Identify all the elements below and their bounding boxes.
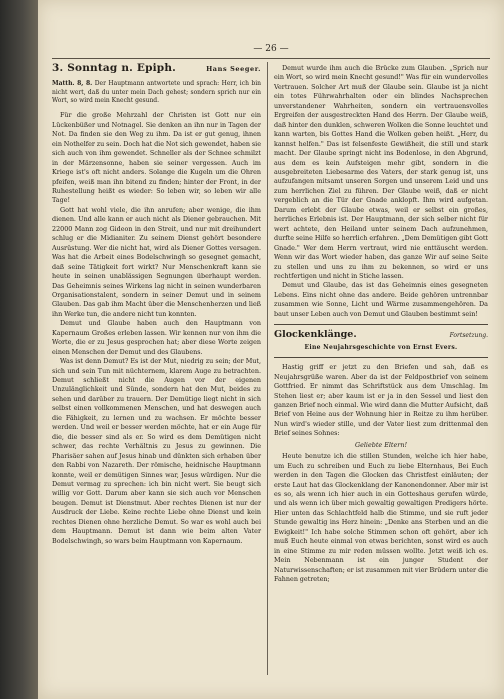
sermon-author: Hans Seeger. bbox=[206, 65, 261, 73]
section-divider-top bbox=[274, 324, 488, 325]
bible-reference: Matth. 8, 8. bbox=[52, 80, 93, 88]
continuation-note: Fortsetzung. bbox=[449, 332, 488, 340]
page-number: — 26 — bbox=[253, 44, 289, 54]
top-rule bbox=[52, 58, 490, 59]
story-title: Glockenklänge. bbox=[274, 329, 357, 341]
left-paragraph-3: Demut und Glaube haben auch den Hauptmann von Kapernaum Großes erleben lassen. Wir kennen nur von ihm die Worte, die er zu Jesus gesprochen hat; aber diese Worte zeigen einen Menschen der Demut und des Glaubens. bbox=[52, 319, 261, 356]
column-divider bbox=[267, 62, 268, 675]
left-column bbox=[52, 64, 261, 546]
page bbox=[38, 0, 504, 699]
right-paragraph-1: Demut wurde ihm auch die Brücke zum Glauben. „Sprich nur ein Wort, so wird mein Knecht gesund!" Was für ein wundervolles Vertrauen. Solcher Art muß der Glaube sein. Glaube ist ja nicht ein totes Führwahrhalten oder ein blindes Nachsprechen unverstandener Wahrheiten, sondern ein vertrauensvolles Ergreifen der ausgestreckten Hand des Herrn. Der Glaube weiß, daß hinter den dunklen, schweren Wolken die Sonne leuchtet und kann warten, bis Gottes Hand die Wolken geben heißt. „Herr, du kannst helfen." Das ist felsenfeste Gewißheit, die still und stark macht. Der Glaube springt nicht ins Bodenlose, in den Abgrund, aus dem es kein Aufsteigen mehr gibt, sondern in die ausgebreiteten Liebesarme des Vaters, der stark genug ist, uns aufzufangen mitsamt unseren Sorgen und unserem Leid und uns zum herrlichen Ziel zu führen. Der Glaube weiß, daß er nicht vergeblich an die Tür der Gnade anklopft. Ihm wird aufgetan. Darum erlebt der Glaube etwas, weil er selbst ein großes, herrliches Erlebnis ist. Der Hauptmann, der sich selber nicht für wert achtete, den Heiland unter seinem Dach aufzunehmen, durfte seine Hilfe so herrlich erfahren. „Dem Demütigen gibt Gott Gnade." Wer dem Herrn vertraut, wird nie enttäuscht werden. Wenn wir das Wort wieder haben, das ganze Wir auf seine Seite zu stellen und uns zu ihm zu bekennen, so wird er uns rechtfertigen und nicht in Stiche lassen. bbox=[274, 64, 488, 280]
bible-text: Der Hauptmann antwortete und sprach: Herr, ich bin nicht wert, daß du unter mein Dach gehest; sondern sprich nur ein Wort, so wird mein Knecht gesund. bbox=[52, 80, 261, 105]
story-subtitle: Eine Neujahrsgeschichte von Ernst Evers. bbox=[304, 343, 458, 351]
right-paragraph-2: Demut und Glaube, das ist das Geheimnis eines gesegneten Lebens. Eins nicht ohne das andere. Beide gehören untrennbar zusammen wie Sonne, Licht und Wärme zusammengehören. Da baut unser Leben auch von Demut und Glauben bestimmt sein! bbox=[274, 281, 488, 318]
scan-edge bbox=[0, 0, 38, 699]
letter-salutation: Geliebte Eltern! bbox=[354, 440, 408, 449]
section-divider-bottom bbox=[274, 357, 488, 358]
story-heading-row bbox=[274, 330, 488, 340]
story-paragraph-1: Hastig griff er jetzt zu den Briefen und sah, daß es Neujahrsgrüße waren. Aber da ist der Feldpostbrief von seinem Gottfried. Er nimmt das Schriftstück aus dem Umschlag. Im Stehen liest er; aber kaum ist er ja in den Sessel und liest den ganzen Brief noch einmal. Wie wird dann die Mutter Aufsicht, daß Brief von Heine aus der Wohnung hier in Reitze zu ihm herüber. Nun wird's wieder stille, und der Vater liest zum drittenmal den Brief seines Sohnes: bbox=[274, 363, 488, 438]
left-paragraph-4: Was ist denn Demut? Es ist der Mut, niedrig zu sein; der Mut, sich und sein Tun mit nüchternem, klarem Auge zu betrachten. Demut schließt nicht die Augen vor der eigenen Unzulänglichkeit und Sünde, sondern hat den Mut, beides zu sehen und darüber zu trauern. Der Demütige liegt nicht in sich selbst einen vollkommenen Menschen, und hat deswegen auch die Fähigkeit, zu lernen und zu wachsen. Er möchte besser werden. Und weil er besser werden möchte, hat er ein Auge für die, die besser sind als er. So wird es dem Demütigen nicht schwer, das rechte Verhältnis zu Jesus zu gewinnen. Die Pharisäer sahen auf Jesus hinab und dünkten sich erhaben über den Rabbi von Nazareth. Der römische, heidnische Hauptmann konnte, weil er demütigen Sinnes war, Jesus würdigen. Nur die Demut vermag zu sprechen: ich bin nicht wert. Sie beugt sich willig vor Gott. Darum aber kann sie sich auch vor Menschen beugen. Demut ist Dienstmut. Aber rechtes Dienen ist nur der Ausdruck der Liebe. Keine rechte Liebe ohne Dienst und kein rechtes Dienen ohne herzliche Demut. So war es wohl auch bei dem Hauptmann. Demut ist dann wie beim alten Vater Bodelschwingh, so wars beim Hauptmann von Kapernaum. bbox=[52, 357, 261, 545]
letter-paragraph-1: Heute benutze ich die stillen Stunden, welche ich hier habe, um Euch zu schreiben und Euch zu liebe Elternhaus, Bei Euch werden in den Tagen die Glocken das Christfest einläuten; der erste Laut hat das Glockenklang der Kanonendonner. Aber mir ist es so, als wenn ich hier auch in ein Gotteshaus gerufen würde, und als wenn ich über mich gewaltig gewaltigen Predigers hörte. Hier unten das Schlachtfeld halb die Stimme, und sie ruft jeder Stunde gewaltig ins Herz hinein: „Denke ans Sterben und an die Ewigkeit!" Ich habe solche Stimmen schon oft gehört, aber ich muß Euch heute einmal von etwas berichten, sonst wird es auch in eine Stimme zu mir reden müssen wollte. Jetzt weiß ich es. Mein Nebenmann ist ein junger Student der Naturwissenschaften; er ist zusammen mit vier Brüdern unter die Fahnen getreten; bbox=[274, 452, 488, 584]
bible-verse bbox=[52, 80, 261, 105]
sermon-heading-row bbox=[52, 64, 261, 74]
sermon-heading: 3. Sonntag n. Epiph. bbox=[52, 62, 177, 74]
right-column bbox=[274, 64, 488, 585]
left-paragraph-2: Gott hat wohl viele, die ihn anrufen; aber wenige, die ihm dienen. Und alle kann er auch nicht als Diener gebrauchen. Mit 22000 Mann zog Gideon in den Streit, und nur mit dreihundert schlug er die Midianiter. Zu seinem Dienst gehört besondere Ausrüstung. Wer die nicht hat, wird als Diener Gottes versagen. Was hat die Arbeit eines Bodelschwingh so gesegnet gemacht, daß seine Tätigkeit fort wirkt? Nur Menschenkraft kann sie heute in seinen unablässigen Segnungen überhaupt werden. Das Geheimnis seines Wirkens lag nicht in seinen wunderbaren Organisationstalent, sondern in seiner Demut und in seinem Glauben. Das gab ihm Macht über die Menschenherzen und ließ ihn Werke tun, die andere nicht tun konnten. bbox=[52, 205, 261, 318]
left-paragraph-1: Für die große Mehrzahl der Christen ist Gott nur ein Lückenbüßer und Notnagel. Sie denken an ihn nur in Tagen der Not. Da finden sie den Weg zu ihm. Da ist er gut genug, ihnen ein Nothelfer zu sein. Doch hat die Not sich gewendet, haben sie sich auch von ihm gewendet. Schneller als der Schnee schmilzt in der Märzensonne, haben sie seiner vergessen. Auch im Kriege ist's oft nicht anders. Solange die Kugeln um die Ohren pfeifen, weiß man ihn bitend zu finden; hinter der Front, in der Ruhestellung heißt es wieder: So leben wir, so leben wir alle Tage! bbox=[52, 111, 261, 205]
